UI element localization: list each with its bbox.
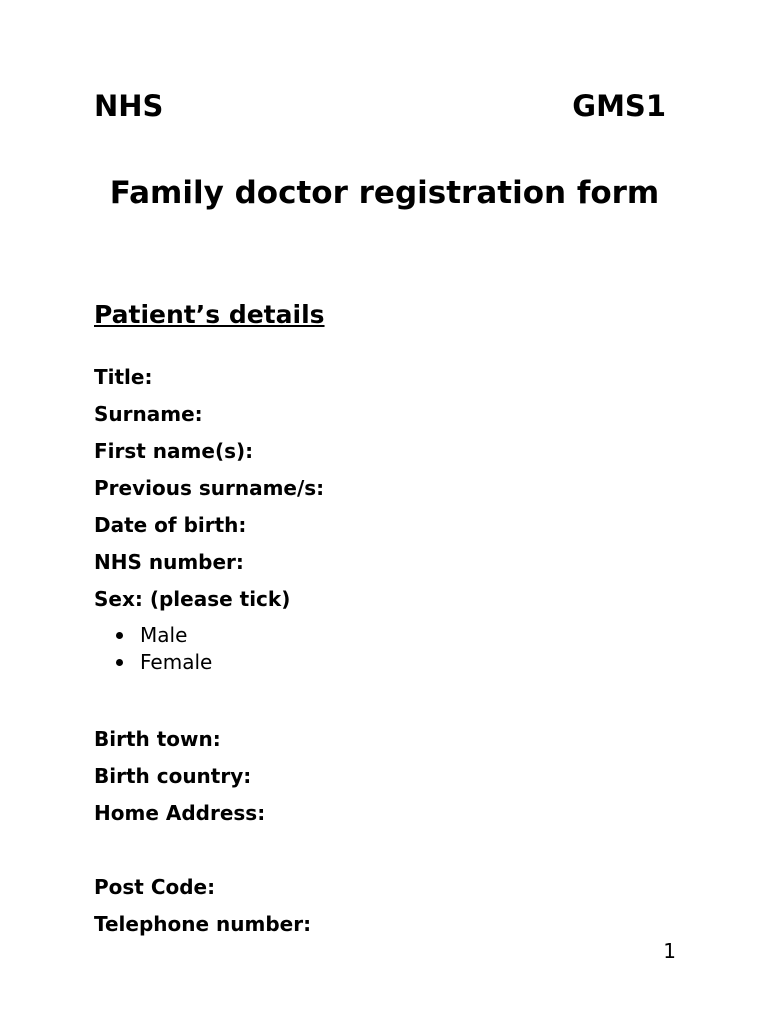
page-number: 1 [663,939,676,963]
field-label-date-of-birth: Date of birth: [94,513,247,537]
sex-option-female[interactable] [94,649,212,676]
bullet-icon [116,659,123,666]
sex-options-list [94,622,212,676]
page-title: Family doctor registration form [109,175,660,211]
field-label-title: Title: [94,365,153,389]
field-label-birth-town: Birth town: [94,727,221,751]
field-label-telephone: Telephone number: [94,912,312,936]
field-label-sex: Sex: (please tick) [94,587,291,611]
section-heading-patient-details: Patient’s details [94,300,325,329]
field-label-surname: Surname: [94,402,203,426]
sex-option-label: Female [140,650,213,674]
field-label-post-code: Post Code: [94,875,216,899]
field-label-previous-surnames: Previous surname/s: [94,476,325,500]
field-label-first-names: First name(s): [94,439,254,463]
sex-option-label: Male [140,623,188,647]
bullet-icon [116,632,123,639]
sex-option-male[interactable] [94,622,212,649]
field-label-home-address: Home Address: [94,801,266,825]
header-form-code: GMS1 [572,89,666,123]
header-organisation: NHS [94,89,164,123]
field-label-nhs-number: NHS number: [94,550,244,574]
field-label-birth-country: Birth country: [94,764,252,788]
